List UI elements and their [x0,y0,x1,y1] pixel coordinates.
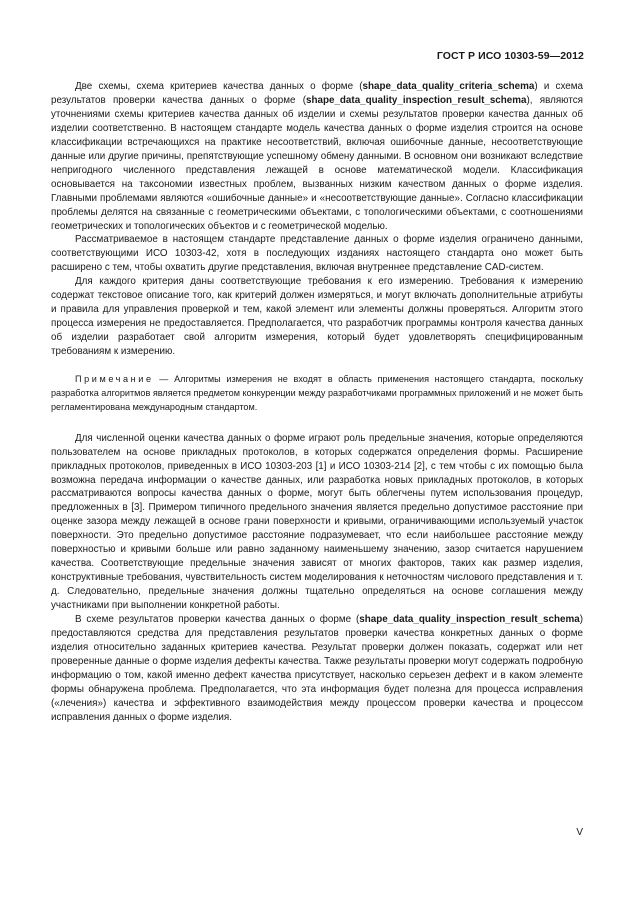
schema-name-inspection-result-2: shape_data_quality_inspection_result_schema [359,614,580,626]
note-block [51,372,583,415]
paragraph-inspection-result-schema [51,613,583,725]
document-body [51,80,583,725]
paragraph-6-part-a: В схеме результатов проверки качества данных о форме ( [75,614,360,626]
standard-id-header: ГОСТ Р ИСО 10303-59—2012 [436,50,584,62]
paragraph-measurement-requirements: Для каждого критерия даны соответствующие требования к его измерению. Требования к измерению содержат текстовое описание того, как критерий должен измеряться, и могут включать дополнительные атрибуты и правила для управления проверкой и тем, какой элемент или элементы должны проверяться. Алгоритм этого процесса измерения не предоставляется. Предполагается, что разработчик программы контроля качества данных об изделии разработает свой алгоритм измерения, который будет удовлетворять специфицированным требованиям к измерению. [51,276,583,358]
paragraph-threshold-values: Для численной оценки качества данных о форме играют роль предельные значения, которые определяются пользователем на основе прикладных протоколов, в которых содержатся определения формы. Расширение прикладных протоколов, приведенных в ИСО 10303-203 [1] и ИСО 10303-214 [2], с тем чтобы с их помощью была возможна передача информации о качестве данных, или разработка новых прикладных протоколов, в которых рассматриваются вопросы качества данных о форме, могут быть облегчены путем использования процедур, предложенных в [3]. Примером типичного предельного значения является предельно допустимое расстояние при оценке зазора между лежащей в основе грани поверхности и кривыми, ограничивающими используемый участок поверхности. Это предельно допустимое расстояние подразумевает, что если наибольшее расстояние между поверхностью и кривыми больше или равно заданному наименьшему значению, зазор считается нарушением качества. Соответствующие предельные значения зависят от многих факторов, таких как размер изделия, конструктивные требования, чувствительность систем моделирования к неточностям числового представления и т. д. Следовательно, предельные значения должны тщательно определяться на основе соглашения между участниками при выполнении конкретной работы. [51,432,583,612]
page-number: V [576,827,583,838]
paragraph-1-part-a: Две схемы, схема критериев качества данных о форме ( [75,81,363,92]
paragraph-1-part-b: ) и схема результатов проверки качества данных о форме ( [51,81,584,106]
note-dash: — [153,374,175,385]
note-label: Примечание [75,374,154,385]
schema-name-inspection-result: shape_data_quality_inspection_result_schema [306,94,527,106]
paragraph-schemas-intro [51,80,583,233]
note-text: Алгоритмы измерения не входят в область применения настоящего стандарта, поскольку разработка алгоритмов является предметом конкуренции между разработчиками программных приложений и не может быть регламентирована международным стандартом. [51,374,583,413]
paragraph-scope-iso-42: Рассматриваемое в настоящем стандарте представление данных о форме изделия ограничено данными, соответствующими ИСО 10303-42, хотя в последующих изданиях настоящего стандарта оно может быть расширено с тем, чтобы охватить другие представления, включая внутреннее представление CAD-систем. [51,234,583,274]
schema-name-criteria: shape_data_quality_criteria_schema [362,81,535,92]
paragraph-6-part-b: ) предоставляются средства для представления результатов проверки качества конкретных данных о форме изделия относительно заданных критериев качества. Результат проверки должен показать, содержат или нет проверенные данные о форме изделия дефекты качества. Также результаты проверки могут содержать подробную информацию о том, какой именно дефект качества присутствует, насколько серьезен дефект и в каком элементе формы обнаружена проблема. Предполагается, что эта информация будет полезна для процесса исправления («лечения») качества и эффективного взаимодействия между процессом проверки качества и процессом исправления данных о форме изделия. [51,614,583,723]
paragraph-1-part-c: ), являются уточнениями схемы критериев качества данных об изделии и схемы результатов проверки качества данных об изделии соответственно. В настоящем стандарте модель качества данных о форме изделия строится на основе классификации встречающихся на практике несоответствий, включая ошибочные данные, несоответствующие данные или другие причины, препятствующие успешному обмену данными. В основном они возникают вследствие непригодного численного представления лежащей в основе математической модели. Классификация основывается на таксономии известных проблем, вызванных низким качеством данных о форме изделия. Главными проблемами являются «ошибочные данные» и «несоответствующие данные». Согласно классификации проблемы делятся на связанные с геометрическими объектами, с топологическими объектами, с соотношениями геометрических и топологических объектов и с геометрической моделью. [51,94,583,232]
